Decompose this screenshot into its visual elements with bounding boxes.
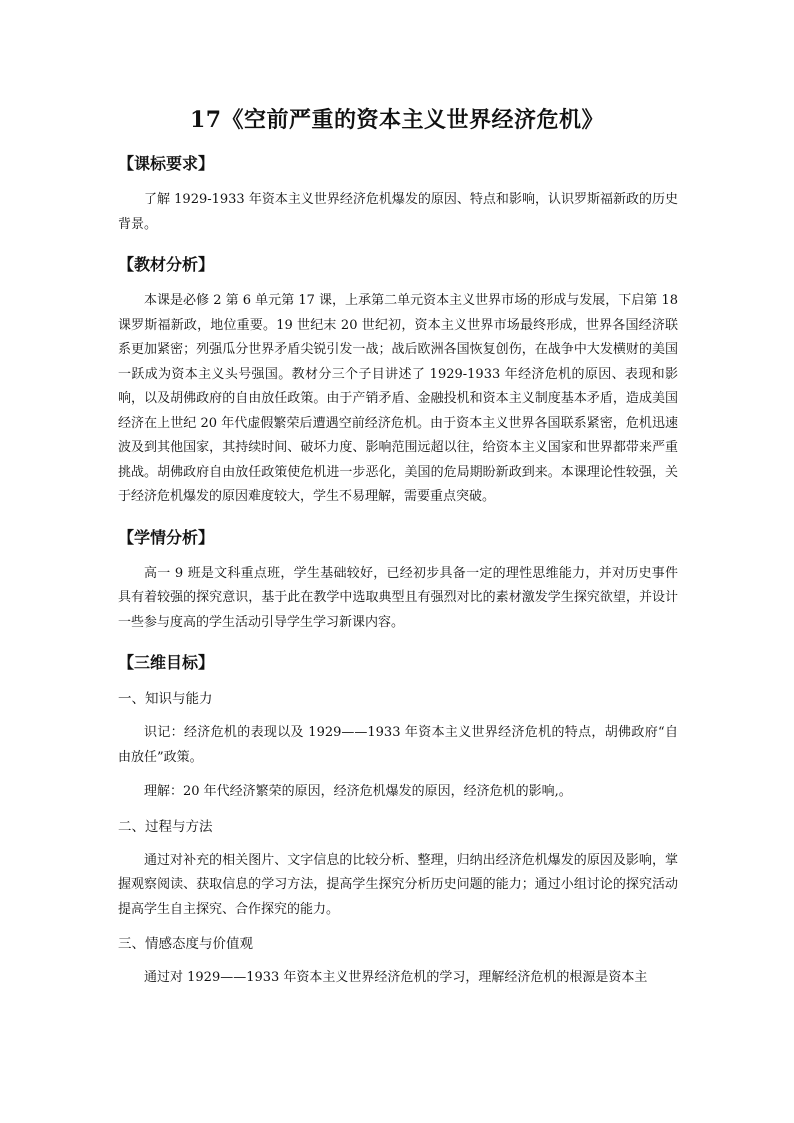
section-heading-mubiao: 【三维目标】: [118, 653, 215, 672]
jiaocai-paragraph: 本课是必修 2 第 6 单元第 17 课，上承第二单元资本主义世界市场的形成与发展，下启第 18 课罗斯福新政，地位重要。19 世纪末 20 世纪初，资本主义世界市场最终形成，世界各国经济联系更加紧密；列强瓜分世界矛盾尖锐引发一战；战后欧洲各国恢复创伤，在战争中大发横财的美国一跃成为资本主义头号强国。教材分三个子目讲述了 1929-1933 年经济危机的原因、表现和影响，以及胡佛政府的自由放任政策。由于产销矛盾、金融投机和资本主义制度基本矛盾，造成美国经济在上世纪 20 年代虚假繁荣后遭遇空前经济危机。由于资本主义世界各国联系紧密，危机迅速波及到其他国家，其持续时间、破坏力度、影响范围远超以往，给资本主义国家和世界都带来严重挑战。胡佛政府自由放任政策使危机进一步恶化，美国的危局期盼新政到来。本课理论性较强，关于经济危机爆发的原因难度较大，学生不易理解，需要重点突破。: [118, 293, 678, 504]
section-heading-jiaocai: 【教材分析】: [118, 255, 215, 274]
guocheng-paragraph: 通过对补充的相关图片、文字信息的比较分析、整理，归纳出经济危机爆发的原因及影响，掌握观察阅读、获取信息的学习方法，提高学生探究分析历史问题的能力；通过小组讨论的探究活动提高学生自主探究、合作探究的能力。: [118, 852, 678, 917]
subheading-process-method: 二、过程与方法: [118, 818, 213, 835]
xueqing-paragraph: 高一 9 班是文科重点班，学生基础较好，已经初步具备一定的理性思维能力，并对历史事件具有着较强的探究意识，基于此在教学中选取典型且有强烈对比的素材激发学生探究欲望，并设计一些参与度高的学生活动引导学生学习新课内容。: [118, 565, 678, 630]
subheading-emotion-values: 三、情感态度与价值观: [118, 936, 253, 952]
lijie-paragraph: 理解：20 年代经济繁荣的原因，经济危机爆发的原因，经济危机的影响,。: [144, 784, 572, 799]
kebiao-paragraph: 了解 1929-1933 年资本主义世界经济危机爆发的原因、特点和影响，认识罗斯福新政的历史背景。: [118, 192, 678, 232]
section-heading-kebiao: 【课标要求】: [118, 154, 215, 173]
page-title: 17《空前严重的资本主义世界经济危机》: [189, 107, 605, 133]
subheading-knowledge-ability: 一、知识与能力: [118, 691, 213, 707]
shiji-paragraph: 识记：经济危机的表现以及 1929——1933 年资本主义世界经济危机的特点，胡佛政府“自由放任”政策。: [118, 725, 678, 765]
qinggan-paragraph: 通过对 1929——1933 年资本主义世界经济危机的学习，理解经济危机的根源是资本主: [144, 970, 648, 985]
document-body: [118, 150, 678, 991]
section-heading-xueqing: 【学情分析】: [118, 527, 215, 547]
